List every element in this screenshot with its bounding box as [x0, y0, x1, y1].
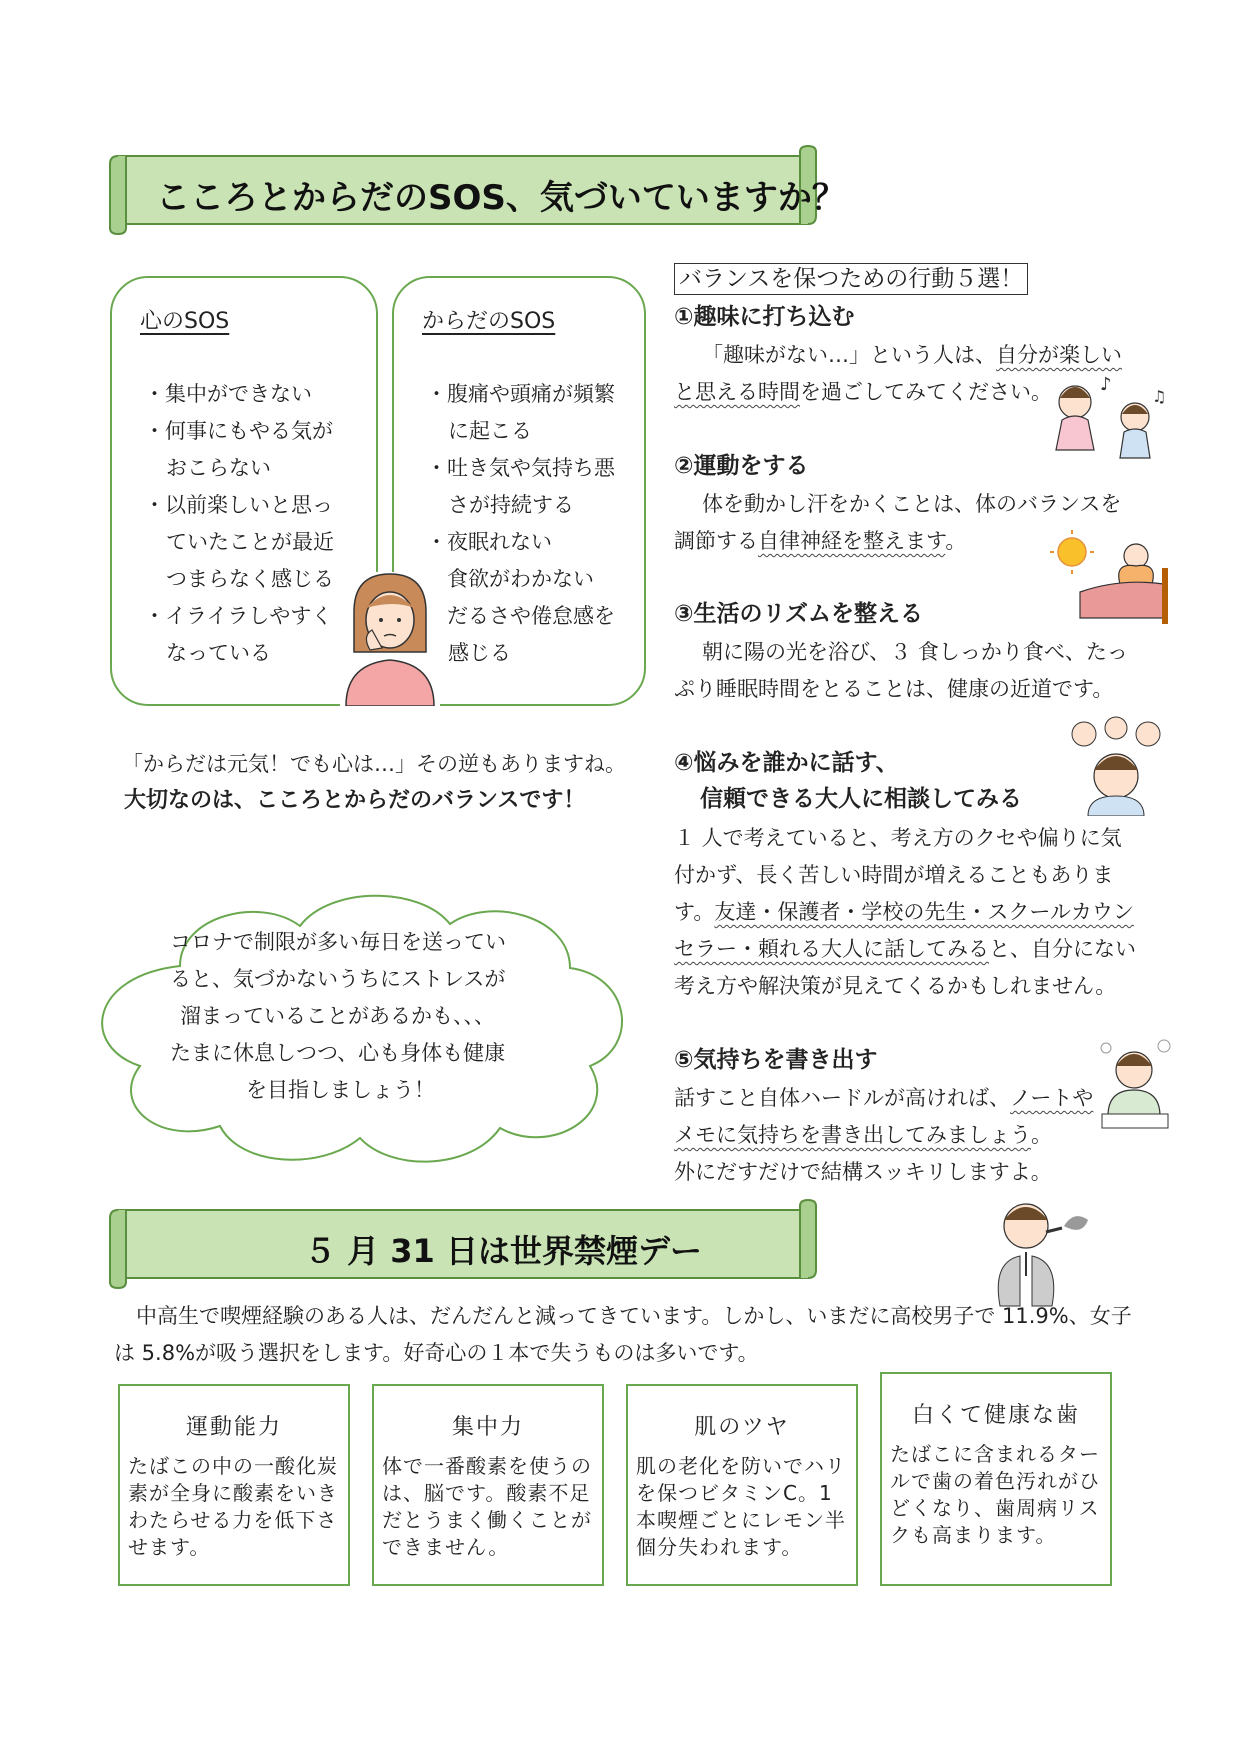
cloud-line: 溜まっていることがあるかも、、、 — [180, 1004, 495, 1028]
action5-text-c: 外にだすだけで結構スッキリしますよ。 — [674, 1160, 1052, 1184]
list-item: ・ 食欲がわかない — [426, 561, 616, 598]
section2-intro: 中高生で喫煙経験のある人は、だんだんと減ってきています。しかし、いまだに高校男子で 11.9%、女子は 5.8%が吸う選択をします。好奇心の１本で失うものは多いです。 — [114, 1304, 1132, 1365]
card-motor-ability — [118, 1384, 350, 1586]
stress-cloud — [70, 876, 650, 1176]
card-body: たばこに含まれるタールで歯の着色汚れがひどくなり、歯周病リスクも高まります。 — [890, 1442, 1100, 1547]
list-item: ・ イライラしやすくなっている — [144, 598, 342, 672]
action2-heading: ②運動をする — [674, 453, 809, 479]
svg-text:♫: ♫ — [1152, 387, 1167, 406]
action5-heading: ⑤気持ちを書き出す — [674, 1047, 878, 1073]
action1-text-b: を過ごしてみてください。 — [800, 380, 1052, 404]
action1-highlight: 自分が楽しいと思える時間 — [674, 343, 1122, 404]
section2-banner — [108, 1198, 818, 1290]
cloud-line: たまに休息しつつ、心も身体も健康 — [170, 1041, 506, 1065]
action4-text-b: と、自分にない考え方や解決策が見えてくるかもしれません。 — [674, 937, 1136, 998]
list-item: ・ だるさや倦怠感を感じる — [426, 598, 616, 672]
worried-kid-icon — [1066, 716, 1166, 816]
card-body: 肌の老化を防いでハリを保つビタミンC。1本喫煙ごとにレモン半個分失われます。 — [636, 1454, 846, 1559]
card-title: 集中力 — [451, 1415, 524, 1440]
balance-note-line1: 「からだは元気！でも心は…」その逆もありますね。 — [122, 752, 626, 776]
action4-heading2: 信頼できる大人に相談してみる — [700, 786, 1022, 812]
card-body: たばこの中の一酸化炭素が全身に酸素をいきわたらせる力を低下させます。 — [128, 1454, 338, 1559]
action2-text-b: 。 — [945, 529, 967, 553]
action5-text-b: 。 — [1031, 1123, 1052, 1147]
action3-text: 朝に陽の光を浴び、３ 食しっかり食べ、たっぷり睡眠時間をとることは、健康の近道です。 — [674, 640, 1128, 701]
action4-highlight: 友達・保護者・学校の先生・スクールカウンセラー・頼れる大人に話してみる — [674, 900, 1134, 961]
list-item: ・ 腹痛や頭痛が頻繁に起こる — [426, 376, 616, 450]
action4-text-a: １ 人で考えていると、考え方のクセや偏りに気付かず、長く苦しい時間が増えることもあります。 — [674, 826, 1122, 924]
list-item: ・ 集中ができない — [144, 376, 342, 413]
body-sos-heading: からだのSOS — [422, 309, 556, 334]
writing-kid-icon — [1094, 1036, 1180, 1136]
action4-text — [674, 820, 1142, 1005]
cloud-line: コロナで制限が多い毎日を送ってい — [170, 930, 506, 954]
section1-title: こころとからだのSOS、気づいていますか？ — [156, 178, 846, 218]
sun-bed-icon — [1050, 528, 1170, 632]
card-body: 体で一番酸素を使うのは、脳です。酸素不足だとうまく働くことができません。 — [382, 1454, 592, 1559]
mind-sos-list — [144, 376, 342, 672]
body-sos-list — [426, 376, 616, 672]
card-title: 運動能力 — [185, 1415, 282, 1440]
list-item: ・ 以前楽しいと思っていたことが最近つまらなく感じる — [144, 487, 342, 598]
cloud-line: ると、気づかないうちにストレスが — [170, 967, 506, 991]
action1-text-a: 「趣味がない…」という人は、 — [702, 343, 996, 367]
card-title: 肌のツヤ — [694, 1415, 790, 1440]
smoking-lungs-icon — [980, 1196, 1092, 1308]
cloud-line: を目指しましょう！ — [246, 1078, 435, 1102]
action5-highlight: ノートやメモに気持ちを書き出してみましょう — [674, 1086, 1094, 1147]
card-skin — [626, 1384, 858, 1586]
worried-girl-icon — [340, 572, 440, 706]
svg-text:♪: ♪ — [1100, 374, 1112, 395]
mind-sos-heading: 心のSOS — [140, 309, 230, 334]
music-kids-icon — [1040, 372, 1170, 472]
mind-sos-box — [110, 276, 378, 706]
list-item: ・ 夜眠れない — [426, 524, 616, 561]
section2-title: ５ 月 31 日は世界禁煙デー — [304, 1232, 702, 1270]
section1-banner — [108, 144, 846, 236]
action5-text — [674, 1080, 1094, 1154]
card-title: 白くて健康な歯 — [911, 1403, 1080, 1428]
card-teeth — [880, 1372, 1112, 1586]
balance-note-line2: 大切なのは、こころとからだのバランスです！ — [124, 788, 586, 813]
actions-title: バランスを保つための行動５選！ — [674, 263, 1028, 295]
list-item: ・ 何事にもやる気がおこらない — [144, 413, 342, 487]
action2-highlight: 自律神経を整えます — [758, 529, 946, 553]
action2-text-a: 体を動かし汗をかくことは、体のバランスを調節する — [674, 492, 1122, 553]
list-item: ・ 吐き気や気持ち悪さが持続する — [426, 450, 616, 524]
action4-heading1: ④悩みを誰かに話す、 — [674, 750, 899, 776]
action1-heading: ①趣味に打ち込む — [674, 304, 855, 330]
action5-text-a: 話すこと自体ハードルが高ければ、 — [674, 1086, 1010, 1110]
card-concentration — [372, 1384, 604, 1586]
action3-heading: ③生活のリズムを整える — [674, 601, 924, 627]
